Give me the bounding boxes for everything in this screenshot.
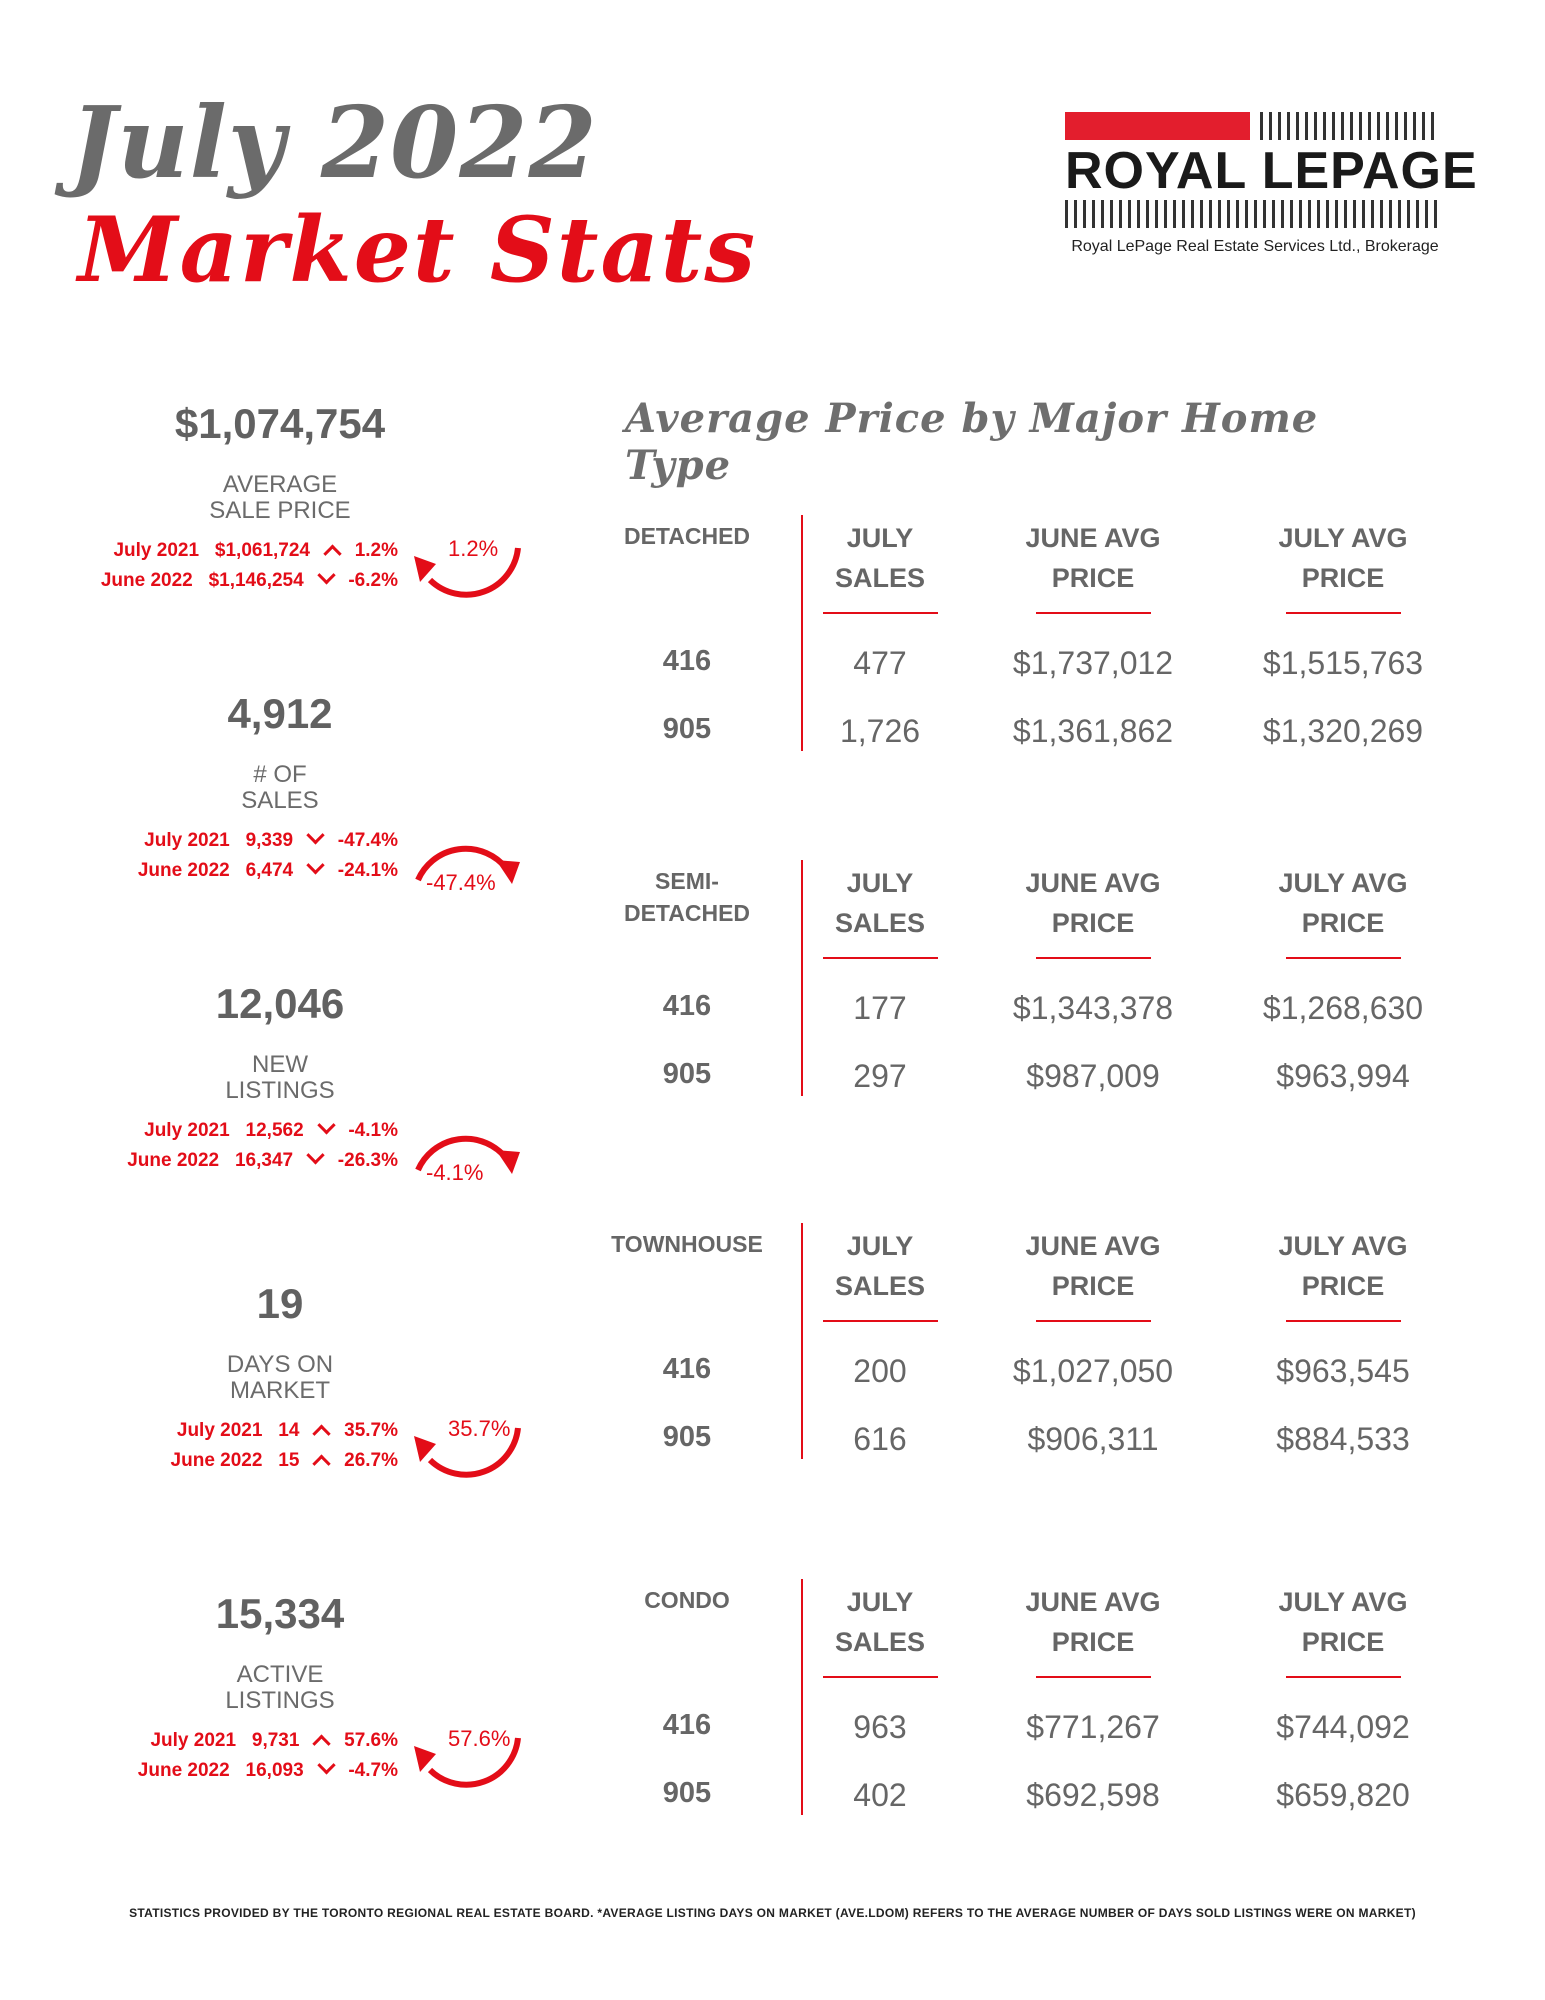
cmp-pct: -26.3%	[337, 1150, 398, 1171]
comparison-row-2	[88, 570, 398, 592]
cell-june-avg-price: $1,737,012	[1012, 645, 1174, 681]
col-header-june-avg	[983, 1226, 1203, 1306]
cmp-label: July 2021	[144, 830, 230, 851]
cell-june-avg-price: $692,598	[1026, 1777, 1160, 1813]
stat-label-line2: SALE PRICE	[209, 497, 351, 524]
home-type-line1: TOWNHOUSE	[611, 1231, 763, 1257]
logo-bars-top	[1260, 112, 1440, 140]
title-market-stats: Market Stats	[78, 197, 758, 303]
header-underline	[1036, 612, 1151, 614]
col-header-july-sales	[770, 1226, 990, 1306]
col-header-june-avg	[983, 518, 1203, 598]
cell-july-avg-price: $1,515,763	[1262, 645, 1424, 681]
cmp-value: 9,339	[245, 830, 294, 851]
cell-june-avg-price: $906,311	[1027, 1421, 1159, 1457]
logo-name: ROYAL LEPAGE	[1065, 142, 1478, 200]
cmp-pct: -24.1%	[337, 860, 398, 881]
col-header-line1: JULY AVG	[1278, 1231, 1408, 1261]
header-underline	[823, 1320, 938, 1322]
cmp-value: 9,731	[251, 1730, 300, 1751]
cell-july-sales: 177	[853, 990, 907, 1026]
stat-label	[0, 762, 560, 814]
col-header-line2: SALES	[834, 1271, 926, 1301]
comparison-row-1	[88, 830, 398, 852]
cell-july-sales: 616	[853, 1421, 907, 1457]
chevron-down-icon	[317, 1116, 335, 1134]
cell-july-avg-price: $1,268,630	[1262, 990, 1424, 1026]
header-underline	[823, 612, 938, 614]
cmp-value: 6,474	[245, 860, 294, 881]
stat-label-line1: # OF	[253, 761, 307, 788]
header-underline	[1036, 1320, 1151, 1322]
trend-pct: -47.4%	[426, 870, 496, 895]
cell-june-avg-price: $771,267	[1026, 1709, 1160, 1745]
header-underline	[1286, 1320, 1401, 1322]
chevron-up-icon	[313, 1735, 331, 1753]
cmp-label: June 2022	[100, 570, 193, 591]
stat-value: 4,912	[227, 690, 333, 737]
cmp-label: July 2021	[176, 1420, 263, 1441]
comparison-row-2	[88, 1760, 398, 1782]
home-type-line1: SEMI-	[655, 868, 719, 894]
cell-july-sales: 963	[853, 1709, 907, 1745]
stat-label-line2: SALES	[241, 787, 319, 814]
col-header-june-avg	[983, 863, 1203, 943]
col-header-line1: JULY	[846, 523, 914, 553]
cmp-pct: -4.7%	[348, 1760, 398, 1781]
comparison-row-1	[88, 540, 398, 562]
col-header-july-avg	[1233, 1226, 1453, 1306]
cell-july-sales: 200	[853, 1353, 907, 1389]
stat-label-line2: LISTINGS	[225, 1687, 335, 1714]
chevron-up-icon	[313, 1455, 331, 1473]
col-header-line2: PRICE	[1301, 1627, 1385, 1657]
col-header-july-avg	[1233, 863, 1453, 943]
stat-label-line1: ACTIVE	[236, 1661, 324, 1688]
comparison-row-1	[88, 1420, 398, 1442]
cmp-value: 15	[278, 1450, 300, 1471]
home-type-line2: DETACHED	[623, 900, 751, 926]
cmp-pct: 35.7%	[344, 1420, 398, 1441]
col-header-line2: SALES	[834, 563, 926, 593]
trend-arrow	[408, 1110, 528, 1190]
col-header-line1: JULY	[846, 1587, 914, 1617]
col-header-line1: JUNE AVG	[1025, 1587, 1161, 1617]
col-header-line1: JULY	[846, 868, 914, 898]
col-header-june-avg	[983, 1582, 1203, 1662]
col-header-line2: PRICE	[1051, 563, 1135, 593]
cmp-label: June 2022	[127, 1150, 220, 1171]
cmp-value: 16,093	[245, 1760, 304, 1781]
comparison-row-2	[88, 860, 398, 882]
stat-value: 15,334	[215, 1590, 345, 1637]
trend-arrow	[408, 1410, 528, 1490]
stat-value: $1,074,754	[174, 400, 386, 447]
trend-arrow	[408, 1720, 528, 1800]
cmp-value: 16,347	[234, 1150, 294, 1171]
comparison-row-2	[88, 1450, 398, 1472]
cmp-pct: 26.7%	[344, 1450, 398, 1471]
trend-pct: -4.1%	[426, 1160, 484, 1185]
col-header-line1: JULY AVG	[1278, 523, 1408, 553]
trend-arrow	[408, 530, 528, 610]
stat-label-line2: LISTINGS	[225, 1077, 335, 1104]
cell-july-sales: 297	[853, 1058, 907, 1094]
col-header-july-sales	[770, 863, 990, 943]
chevron-up-icon	[313, 1425, 331, 1443]
col-header-line2: SALES	[834, 1627, 926, 1657]
col-header-line2: PRICE	[1301, 1271, 1385, 1301]
header-underline	[1036, 957, 1151, 959]
cell-june-avg-price: $1,027,050	[1012, 1353, 1174, 1389]
home-type-label	[587, 520, 787, 552]
comparison-row-2	[88, 1150, 398, 1172]
cmp-value: $1,061,724	[214, 540, 310, 561]
cell-july-sales: 1,726	[839, 713, 921, 749]
stat-label-line1: AVERAGE	[222, 471, 338, 498]
area-code: 416	[662, 645, 712, 677]
stat-value: 12,046	[215, 980, 345, 1027]
cmp-label: June 2022	[137, 1760, 230, 1781]
col-header-july-sales	[770, 1582, 990, 1662]
cell-july-avg-price: $1,320,269	[1262, 713, 1424, 749]
chevron-down-icon	[317, 1756, 335, 1774]
col-header-line1: JULY AVG	[1278, 1587, 1408, 1617]
area-code: 905	[662, 1421, 712, 1453]
stat-label-line2: MARKET	[229, 1377, 330, 1404]
stat-label	[0, 472, 560, 524]
footer-note: STATISTICS PROVIDED BY THE TORONTO REGIONAL REAL ESTATE BOARD. *AVERAGE LISTING DAYS ON MARKET (AVE.LDOM) REFERS TO THE AVERAGE NUMBER OF DAYS SOLD LISTINGS WERE ON MARKET)	[129, 1906, 1416, 1920]
col-header-line1: JUNE AVG	[1025, 868, 1161, 898]
cmp-label: July 2021	[144, 1120, 230, 1141]
trend-pct: 35.7%	[448, 1416, 511, 1441]
home-type-line1: CONDO	[644, 1587, 730, 1613]
stat-label	[0, 1352, 560, 1404]
logo-red-bar	[1065, 112, 1250, 140]
header-underline	[1286, 612, 1401, 614]
col-header-line1: JULY	[846, 1231, 914, 1261]
chevron-down-icon	[317, 566, 335, 584]
cmp-pct: -6.2%	[348, 570, 398, 591]
chevron-down-icon	[306, 856, 324, 874]
col-header-line2: PRICE	[1301, 563, 1385, 593]
logo-subtitle: Royal LePage Real Estate Services Ltd., Brokerage	[1071, 238, 1439, 255]
col-header-line1: JUNE AVG	[1025, 1231, 1161, 1261]
cmp-pct: -4.1%	[348, 1120, 398, 1141]
area-code: 905	[662, 1058, 712, 1090]
stat-value: 19	[256, 1280, 304, 1327]
area-code: 416	[662, 990, 712, 1022]
cell-july-avg-price: $963,994	[1276, 1058, 1410, 1094]
cmp-label: June 2022	[137, 860, 230, 881]
cell-july-sales: 477	[853, 645, 907, 681]
home-type-line1: DETACHED	[623, 523, 751, 549]
col-header-line2: PRICE	[1051, 1627, 1135, 1657]
col-header-line2: PRICE	[1051, 908, 1135, 938]
trend-arrow	[408, 820, 528, 900]
table-title: Average Price by Major Home Type	[625, 395, 1319, 489]
cmp-label: July 2021	[113, 540, 200, 561]
cell-june-avg-price: $987,009	[1026, 1058, 1160, 1094]
col-header-line1: JULY AVG	[1278, 868, 1408, 898]
header-underline	[1286, 1676, 1401, 1678]
cmp-value: $1,146,254	[208, 570, 304, 591]
cell-june-avg-price: $1,361,862	[1012, 713, 1174, 749]
cmp-pct: 57.6%	[344, 1730, 398, 1751]
col-header-july-avg	[1233, 518, 1453, 598]
col-header-july-avg	[1233, 1582, 1453, 1662]
stat-label-line1: DAYS ON	[226, 1351, 334, 1378]
cmp-label: June 2022	[170, 1450, 263, 1471]
cell-july-avg-price: $963,545	[1276, 1353, 1410, 1389]
stat-label	[0, 1662, 560, 1714]
trend-pct: 57.6%	[448, 1726, 511, 1751]
chevron-down-icon	[306, 826, 324, 844]
comparison-row-1	[88, 1730, 398, 1752]
col-header-line2: PRICE	[1301, 908, 1385, 938]
stat-label	[0, 1052, 560, 1104]
cmp-value: 14	[278, 1420, 300, 1441]
cell-july-sales: 402	[853, 1777, 907, 1813]
col-header-july-sales	[770, 518, 990, 598]
col-header-line2: PRICE	[1051, 1271, 1135, 1301]
logo-bars-bottom	[1065, 200, 1440, 228]
home-type-label	[587, 865, 787, 929]
cmp-label: July 2021	[150, 1730, 237, 1751]
area-code: 905	[662, 1777, 712, 1809]
trend-pct: 1.2%	[448, 536, 499, 561]
area-code: 416	[662, 1353, 712, 1385]
home-type-label	[587, 1584, 787, 1616]
cmp-value: 12,562	[245, 1120, 304, 1141]
title-month: July 2022	[70, 86, 598, 201]
area-code: 416	[662, 1709, 712, 1741]
chevron-up-icon	[323, 545, 341, 563]
col-header-line2: SALES	[834, 908, 926, 938]
header-underline	[1286, 957, 1401, 959]
cmp-pct: -47.4%	[337, 830, 398, 851]
royal-lepage-logo	[1065, 112, 1478, 262]
chevron-down-icon	[306, 1146, 324, 1164]
header-underline	[1036, 1676, 1151, 1678]
cell-july-avg-price: $884,533	[1276, 1421, 1410, 1457]
cmp-pct: 1.2%	[354, 540, 398, 561]
cell-july-avg-price: $659,820	[1276, 1777, 1410, 1813]
col-header-line1: JUNE AVG	[1025, 523, 1161, 553]
cell-july-avg-price: $744,092	[1276, 1709, 1410, 1745]
cell-june-avg-price: $1,343,378	[1012, 990, 1174, 1026]
comparison-row-1	[88, 1120, 398, 1142]
stat-label-line1: NEW	[252, 1051, 308, 1078]
area-code: 905	[662, 713, 712, 745]
home-type-label	[587, 1228, 787, 1260]
header-underline	[823, 957, 938, 959]
header-underline	[823, 1676, 938, 1678]
